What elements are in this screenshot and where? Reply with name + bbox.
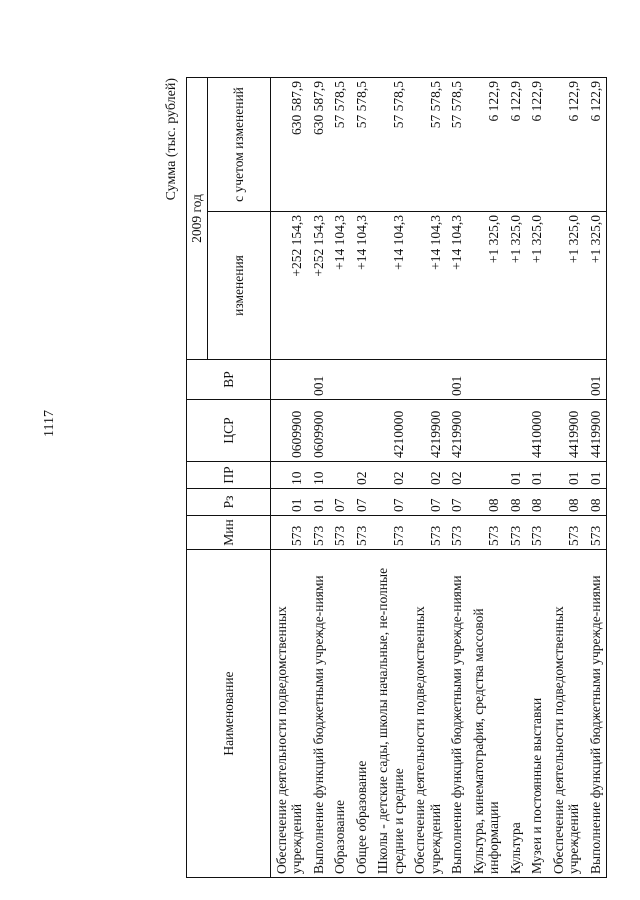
cell-with-change: 57 578,5 <box>446 78 468 212</box>
cell-name: Общее образование <box>351 550 373 878</box>
cell-vr <box>468 360 505 400</box>
cell-rz: 07 <box>409 489 446 516</box>
cell-csr: 4219900 <box>446 400 468 462</box>
cell-min: 573 <box>329 516 351 550</box>
cell-with-change: 6 122,9 <box>548 78 585 212</box>
table-row <box>351 78 373 878</box>
cell-csr: 4219900 <box>409 400 446 462</box>
cell-rz: 08 <box>505 489 527 516</box>
cell-name: Выполнение функций бюджетными учрежде-ниями <box>446 550 468 878</box>
cell-pr: 02 <box>351 462 373 489</box>
cell-change: +1 325,0 <box>505 212 527 360</box>
cell-rz: 07 <box>329 489 351 516</box>
table-row <box>446 78 468 878</box>
cell-pr <box>329 462 351 489</box>
cell-vr: 001 <box>585 360 607 400</box>
cell-min: 573 <box>308 516 330 550</box>
cell-csr <box>468 400 505 462</box>
table-row <box>308 78 330 878</box>
cell-name: Обеспечение деятельности подведомственных учреждений <box>270 550 308 878</box>
cell-rz: 01 <box>308 489 330 516</box>
cell-min: 573 <box>468 516 505 550</box>
cell-with-change: 630 587,9 <box>308 78 330 212</box>
table-row <box>409 78 446 878</box>
table-row <box>270 78 308 878</box>
table-row <box>372 78 409 878</box>
cell-min: 573 <box>505 516 527 550</box>
cell-vr <box>351 360 373 400</box>
cell-with-change: 57 578,5 <box>409 78 446 212</box>
cell-csr <box>505 400 527 462</box>
cell-min: 573 <box>351 516 373 550</box>
cell-vr <box>372 360 409 400</box>
cell-pr: 01 <box>585 462 607 489</box>
cell-name: Образование <box>329 550 351 878</box>
cell-rz: 01 <box>270 489 308 516</box>
cell-vr <box>409 360 446 400</box>
cell-pr: 01 <box>526 462 548 489</box>
cell-pr: 10 <box>308 462 330 489</box>
cell-change: +1 325,0 <box>548 212 585 360</box>
cell-min: 573 <box>548 516 585 550</box>
cell-change: +14 104,3 <box>351 212 373 360</box>
cell-pr: 02 <box>409 462 446 489</box>
cell-csr: 0609900 <box>270 400 308 462</box>
cell-min: 573 <box>446 516 468 550</box>
cell-with-change: 6 122,9 <box>468 78 505 212</box>
cell-vr <box>505 360 527 400</box>
cell-name: Обеспечение деятельности подведомственных учреждений <box>548 550 585 878</box>
cell-min: 573 <box>585 516 607 550</box>
cell-pr: 02 <box>372 462 409 489</box>
cell-name: Культура, кинематография, средства массовой информации <box>468 550 505 878</box>
cell-rz: 08 <box>468 489 505 516</box>
col-header-name: Наименование <box>187 550 271 878</box>
col-header-with-change: с учетом изменений <box>207 78 270 212</box>
cell-csr: 4419900 <box>585 400 607 462</box>
cell-csr: 4210000 <box>372 400 409 462</box>
cell-vr: 001 <box>446 360 468 400</box>
cell-csr <box>351 400 373 462</box>
cell-rz: 08 <box>585 489 607 516</box>
cell-min: 573 <box>409 516 446 550</box>
cell-change: +14 104,3 <box>372 212 409 360</box>
table-body <box>270 78 607 878</box>
cell-name: Музеи и постоянные выставки <box>526 550 548 878</box>
cell-rz: 07 <box>351 489 373 516</box>
cell-pr: 01 <box>548 462 585 489</box>
cell-name: Культура <box>505 550 527 878</box>
cell-name: Выполнение функций бюджетными учрежде-ниями <box>585 550 607 878</box>
cell-change: +1 325,0 <box>585 212 607 360</box>
cell-name: Школы - детские сады, школы начальные, не-полные средние и средние <box>372 550 409 878</box>
cell-min: 573 <box>526 516 548 550</box>
col-header-min: Мин <box>187 516 271 550</box>
cell-change: +252 154,3 <box>270 212 308 360</box>
col-header-change: изменения <box>207 212 270 360</box>
cell-with-change: 57 578,5 <box>351 78 373 212</box>
cell-with-change: 6 122,9 <box>526 78 548 212</box>
col-header-csr: ЦСР <box>187 400 271 462</box>
cell-rz: 07 <box>446 489 468 516</box>
cell-with-change: 6 122,9 <box>585 78 607 212</box>
table-row <box>585 78 607 878</box>
header-row-1 <box>187 78 208 878</box>
cell-csr: 4419900 <box>548 400 585 462</box>
cell-with-change: 630 587,9 <box>270 78 308 212</box>
cell-csr <box>329 400 351 462</box>
table-row <box>526 78 548 878</box>
cell-change: +1 325,0 <box>468 212 505 360</box>
table-row <box>548 78 585 878</box>
cell-rz: 08 <box>548 489 585 516</box>
col-header-vr: ВР <box>187 360 271 400</box>
cell-rz: 07 <box>372 489 409 516</box>
page-number: 1117 <box>42 410 57 437</box>
unit-note: Сумма (тыс. рублей) <box>164 78 179 201</box>
cell-vr <box>329 360 351 400</box>
cell-csr: 4410000 <box>526 400 548 462</box>
cell-pr <box>468 462 505 489</box>
cell-pr: 01 <box>505 462 527 489</box>
cell-csr: 0609900 <box>308 400 330 462</box>
cell-change: +1 325,0 <box>526 212 548 360</box>
cell-rz: 08 <box>526 489 548 516</box>
cell-min: 573 <box>372 516 409 550</box>
cell-name: Выполнение функций бюджетными учрежде-ниями <box>308 550 330 878</box>
col-header-rz: Рз <box>187 489 271 516</box>
cell-change: +252 154,3 <box>308 212 330 360</box>
cell-with-change: 6 122,9 <box>505 78 527 212</box>
table-row <box>329 78 351 878</box>
cell-vr <box>526 360 548 400</box>
cell-change: +14 104,3 <box>409 212 446 360</box>
budget-table <box>186 77 607 878</box>
cell-change: +14 104,3 <box>446 212 468 360</box>
cell-vr <box>270 360 308 400</box>
cell-min: 573 <box>270 516 308 550</box>
cell-with-change: 57 578,5 <box>329 78 351 212</box>
col-header-year: 2009 год <box>187 78 208 360</box>
cell-name: Обеспечение деятельности подведомственных учреждений <box>409 550 446 878</box>
col-header-pr: ПР <box>187 462 271 489</box>
cell-with-change: 57 578,5 <box>372 78 409 212</box>
cell-pr: 10 <box>270 462 308 489</box>
cell-vr <box>548 360 585 400</box>
table-row <box>468 78 505 878</box>
rotated-page-content <box>158 78 618 878</box>
table-row <box>505 78 527 878</box>
cell-vr: 001 <box>308 360 330 400</box>
cell-change: +14 104,3 <box>329 212 351 360</box>
cell-pr: 02 <box>446 462 468 489</box>
